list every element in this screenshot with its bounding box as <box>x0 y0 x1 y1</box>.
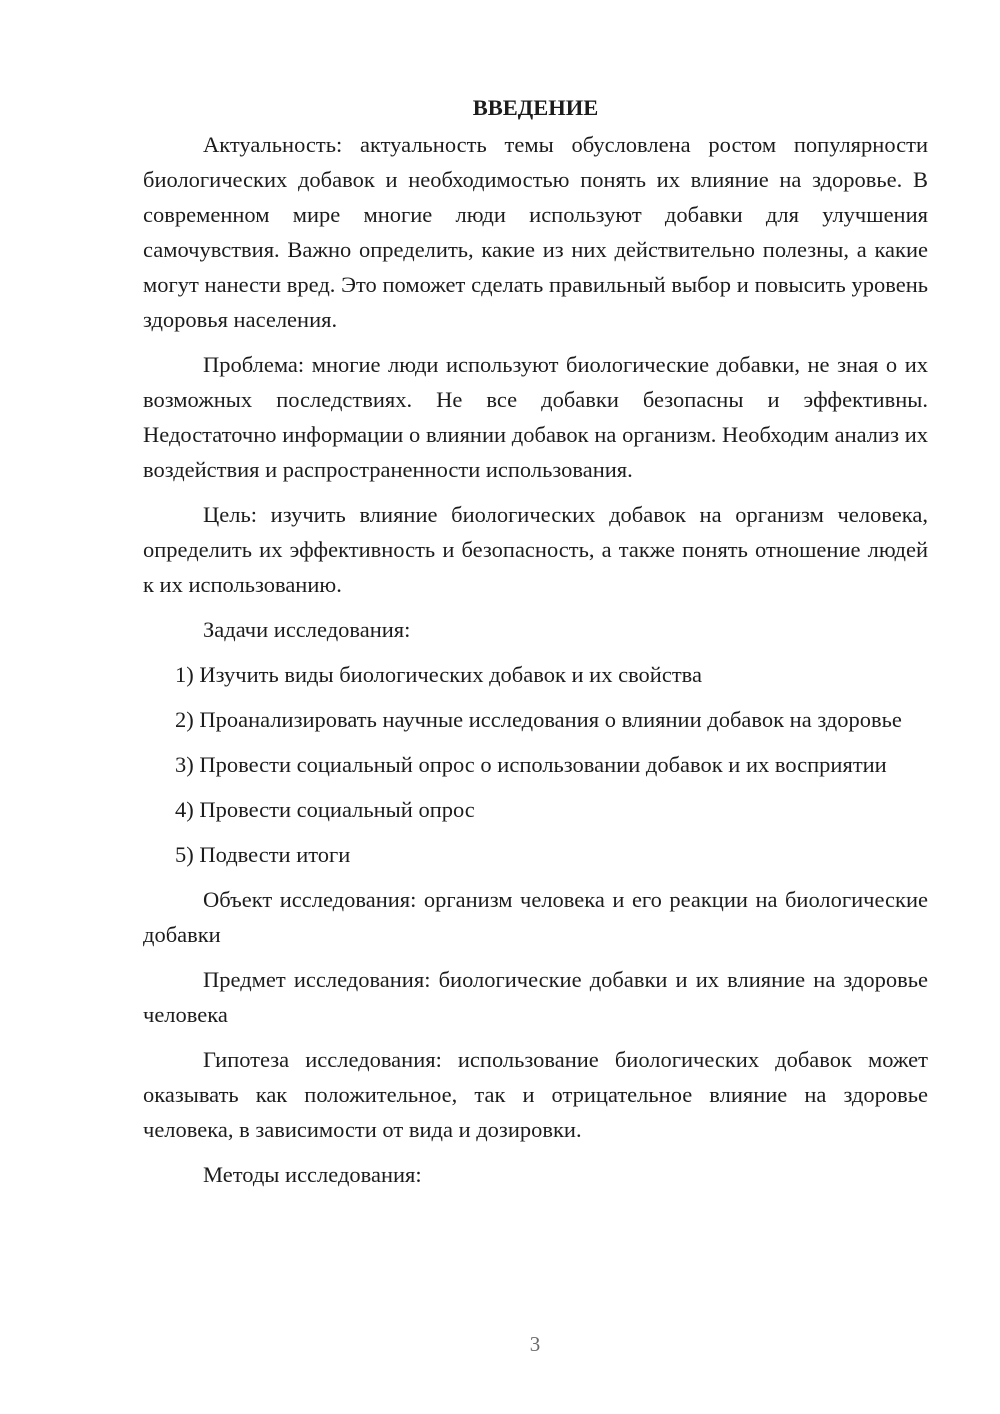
paragraph-tasks-heading: Задачи исследования: <box>203 617 411 642</box>
paragraph-relevance: Актуальность: актуальность темы обусловлена ростом популярности биологических добавок и необходимостью понять их влияние на здоровье. В современном мире многие люди используют добавки для улучшения самочувствия. Важно определить, какие из них действительно полезны, а какие могут нанести вред. Это поможет сделать правильный выбор и повысить уровень здоровья населения. <box>143 132 928 332</box>
task-item-3: 3) Провести социальный опрос о использовании добавок и их восприятии <box>175 752 887 777</box>
page-title: ВВЕДЕНИЕ <box>472 95 599 120</box>
task-item-5: 5) Подвести итоги <box>175 842 351 867</box>
paragraph-object: Объект исследования: организм человека и его реакции на биологические добавки <box>143 887 928 947</box>
paragraph-goal: Цель: изучить влияние биологических добавок на организм человека, определить их эффективность и безопасность, а также понять отношение людей к их использованию. <box>143 502 928 597</box>
document-page <box>143 90 928 1202</box>
paragraph-subject: Предмет исследования: биологические добавки и их влияние на здоровье человека <box>143 967 928 1027</box>
task-item-1: 1) Изучить виды биологических добавок и их свойства <box>175 662 702 687</box>
task-item-2: 2) Проанализировать научные исследования о влиянии добавок на здоровье <box>175 707 902 732</box>
paragraph-methods: Методы исследования: <box>203 1162 422 1187</box>
paragraph-problem: Проблема: многие люди используют биологические добавки, не зная о их возможных последствиях. Не все добавки безопасны и эффективны. Недостаточно информации о влиянии добавок на организм. Необходим анализ их воздействия и распространенности использования. <box>143 352 928 482</box>
paragraph-hypothesis: Гипотеза исследования: использование биологических добавок может оказывать как положительное, так и отрицательное влияние на здоровье человека, в зависимости от вида и дозировки. <box>143 1047 928 1142</box>
task-item-4: 4) Провести социальный опрос <box>175 797 475 822</box>
page-number: 3 <box>529 1332 541 1356</box>
